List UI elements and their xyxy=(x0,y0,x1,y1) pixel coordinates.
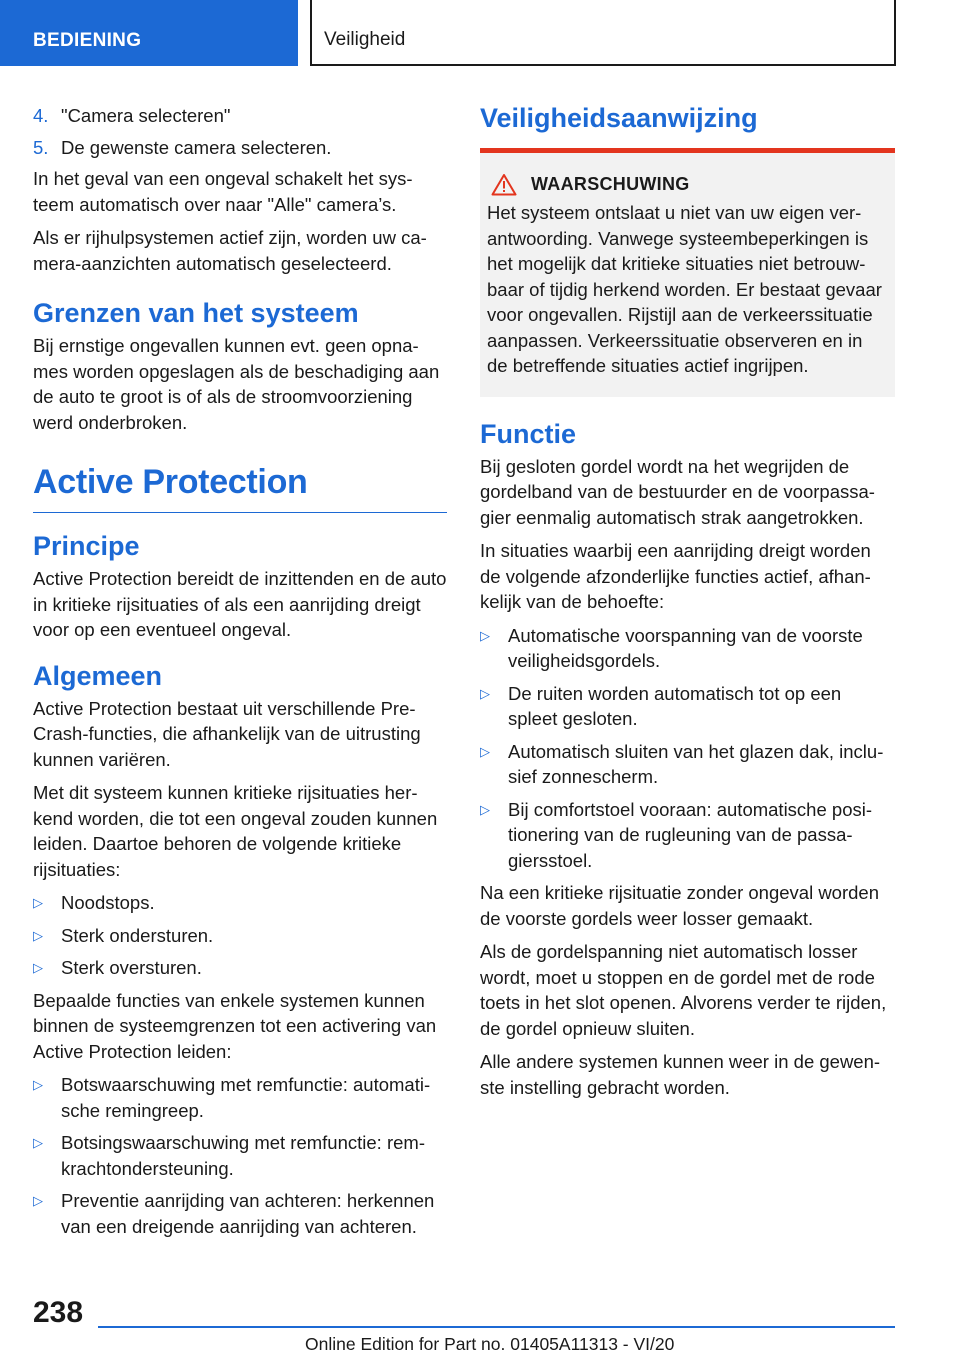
heading-functie: Functie xyxy=(480,418,577,449)
step-5 xyxy=(33,135,447,161)
triangle-bullet-icon: ▷ xyxy=(480,685,490,701)
header-chapter-tab xyxy=(310,0,896,66)
list-item xyxy=(480,739,895,790)
header-section-label: BEDIENING xyxy=(33,30,142,51)
triangle-bullet-icon: ▷ xyxy=(33,895,43,910)
triangle-bullet-icon: ▷ xyxy=(33,927,43,943)
paragraph: Alle andere systemen kunnen weer in de gewenste instelling gebracht worden. xyxy=(480,1051,881,1098)
list-item-text: De ruiten worden automatisch tot op een spleet gesloten. xyxy=(508,682,842,729)
list-item xyxy=(33,1130,447,1181)
page-number: 238 xyxy=(33,1296,84,1329)
right-column xyxy=(480,103,895,1108)
list-item-text: Botswaarschuwing met remfunctie: automatische remingreep. xyxy=(61,1074,431,1121)
paragraph: Active Protection bereidt de inzittenden en de auto in kritieke rijsituaties of als een aanrijding dreigt voor op een eventueel ongeval. xyxy=(33,568,447,640)
list-item xyxy=(33,923,447,949)
header-section-tab xyxy=(0,0,298,66)
triangle-bullet-icon: ▷ xyxy=(33,1193,43,1208)
paragraph: Na een kritieke rijsituatie zonder ongeval worden de voorste gordels weer losser gemaakt. xyxy=(480,882,879,929)
list-item-text: Bij comfortstoel vooraan: automatische positionering van de rugleuning van de passagiersstoel. xyxy=(508,798,873,871)
paragraph: In situaties waarbij een aanrijding dreigt worden de volgende afzonderlijke functies actief, afhankelijk van de behoefte: xyxy=(480,540,871,612)
step-4 xyxy=(33,103,447,129)
list-item xyxy=(480,623,895,674)
step-number: 5. xyxy=(33,136,49,158)
footer-edition-text: Online Edition for Part no. 01405A11313 - VI/20 xyxy=(305,1334,675,1354)
triangle-bullet-icon: ▷ xyxy=(33,1077,43,1092)
list-item-text: Automatisch sluiten van het glazen dak, inclusief zonnescherm. xyxy=(508,740,884,787)
paragraph: Bepaalde functies van enkele systemen kunnen binnen de systeemgrenzen tot een activering van Active Protection leiden: xyxy=(33,989,437,1062)
heading-algemeen: Algemeen xyxy=(33,660,163,691)
heading-principe: Principe xyxy=(33,531,140,561)
list-item-text: Automatische voorspanning van de voorste veiligheidsgordels. xyxy=(508,624,863,671)
paragraph: Als er rijhulpsystemen actief zijn, worden uw camera-aanzichten automatisch geselecteerd. xyxy=(33,227,427,274)
list-item xyxy=(33,1188,447,1239)
triangle-bullet-icon: ▷ xyxy=(480,743,490,759)
warning-header xyxy=(487,173,887,196)
paragraph: Met dit systeem kunnen kritieke rijsituaties herkend worden, die tot een ongeval zouden kunnen leiden. Daartoe behoren de volgende kritieke rijsituaties: xyxy=(33,782,438,880)
list-item xyxy=(33,955,447,981)
list-item-text: Sterk oversturen. xyxy=(61,957,202,978)
paragraph: Bij ernstige ongevallen kunnen evt. geen opnames worden opgeslagen als de beschadiging aan de auto te groot is of als de stroomvoorziening werd onderbroken. xyxy=(33,335,440,433)
warning-label: WAARSCHUWING xyxy=(531,174,690,194)
list-item-text: Sterk ondersturen. xyxy=(61,924,214,946)
footer-divider xyxy=(98,1326,895,1328)
left-column xyxy=(33,103,447,1246)
paragraph: Bij gesloten gordel wordt na het wegrijden de gordelband van de bestuurder en de voorpassagier eenmalig automatisch strak aangetrokken. xyxy=(480,455,875,528)
warning-triangle-icon xyxy=(491,173,517,196)
paragraph: Active Protection bestaat uit verschillende Pre-Crash-functies, die afhankelijk van de uitrusting kunnen variëren. xyxy=(33,697,421,770)
list-item-text: Noodstops. xyxy=(61,892,155,913)
triangle-bullet-icon: ▷ xyxy=(33,1135,43,1150)
list-item-text: Preventie aanrijding van achteren: herkennen van een dreigende aanrijding van achteren. xyxy=(61,1190,435,1237)
warning-text: Het systeem ontslaat u niet van uw eigen verantwoording. Vanwege systeembeperkingen is het mogelijk dat kritieke situaties niet betrouwbaar of tijdig herkend worden. Er bestaat gevaar voor ongevallen. Rijstijl aan de verkeerssituatie aanpassen. Verkeerssituatie observeren en in de betreffende situaties actief ingrijpen. xyxy=(487,202,882,376)
list-item xyxy=(33,1072,447,1123)
step-text: "Camera selecteren" xyxy=(61,105,231,126)
list-item xyxy=(480,681,895,732)
paragraph: In het geval van een ongeval schakelt het systeem automatisch over naar "Alle" camera’s. xyxy=(33,168,413,215)
header-chapter-label: Veiligheid xyxy=(324,29,406,50)
triangle-bullet-icon: ▷ xyxy=(480,627,490,643)
list-item-text: Botsingswaarschuwing met remfunctie: remkrachtondersteuning. xyxy=(61,1132,425,1179)
triangle-bullet-icon: ▷ xyxy=(480,801,490,817)
triangle-bullet-icon: ▷ xyxy=(33,960,43,975)
heading-veiligheidsaanwijzing: Veiligheidsaanwijzing xyxy=(480,103,895,153)
list-item xyxy=(33,890,447,916)
paragraph: Als de gordelspanning niet automatisch losser wordt, moet u stoppen en de gordel met de rode toets in het slot openen. Alvorens verder te rijden, de gordel opnieuw sluiten. xyxy=(480,941,887,1039)
warning-box xyxy=(480,153,895,397)
list-item xyxy=(480,797,895,874)
step-text: De gewenste camera selecteren. xyxy=(61,136,332,158)
step-number: 4. xyxy=(33,105,49,126)
heading-active-protection: Active Protection xyxy=(33,463,447,513)
heading-grenzen: Grenzen van het systeem xyxy=(33,298,359,328)
